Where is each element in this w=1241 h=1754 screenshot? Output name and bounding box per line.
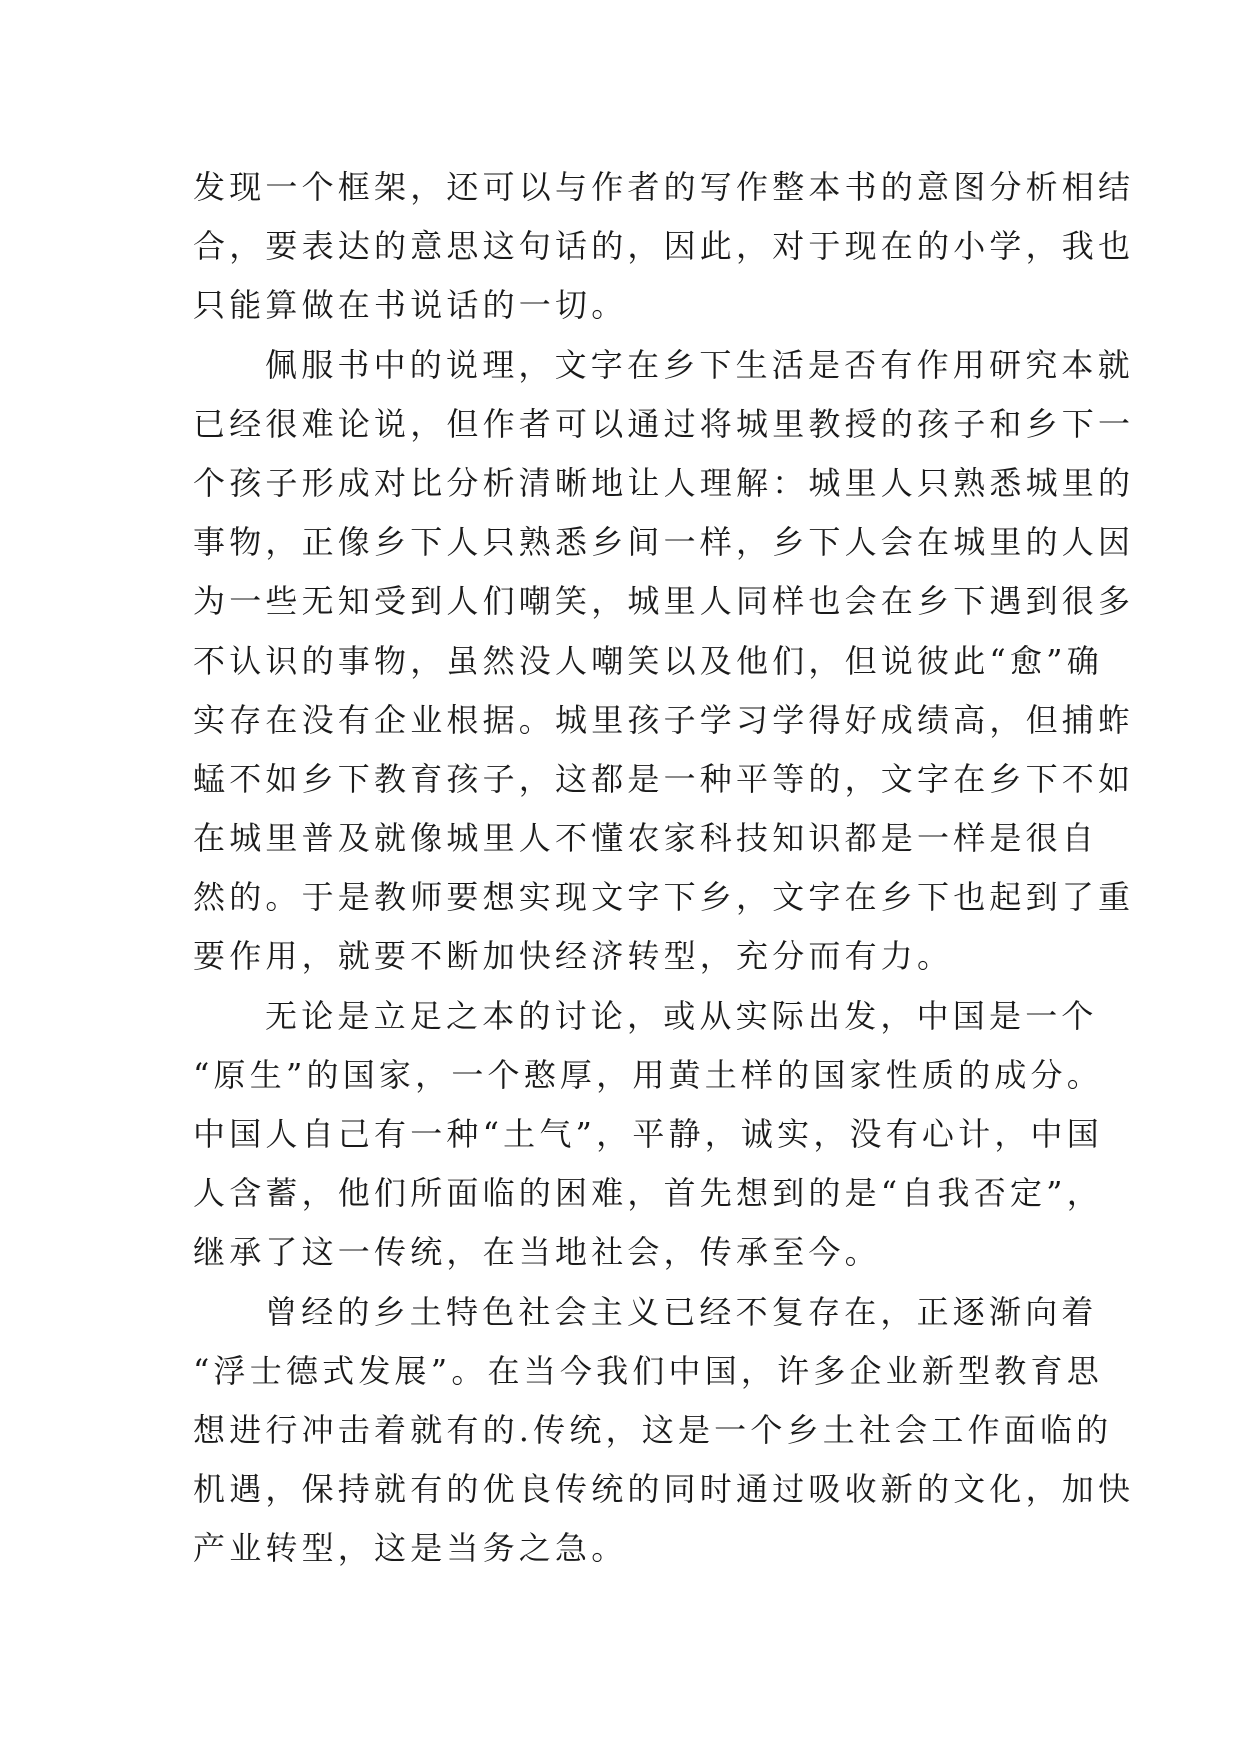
text-line: 想进行冲击着就有的.传统，这是一个乡土社会工作面临的	[193, 1410, 1113, 1449]
text-line: 事物，正像乡下人只熟悉乡间一样，乡下人会在城里的人因	[193, 523, 1135, 562]
paragraph-start-line: 佩服书中的说理，文字在乡下生活是否有作用研究本就	[265, 345, 1134, 384]
text-line: 实存在没有企业根据。城里孩子学习学得好成绩高，但捕蚱	[193, 700, 1135, 739]
text-line: “浮士德式发展”。在当今我们中国，许多企业新型教育思	[193, 1351, 1103, 1390]
text-line: 不认识的事物，虽然没人嘲笑以及他们，但说彼此“愈”确	[193, 641, 1103, 680]
paragraph-start-line: 无论是立足之本的讨论，或从实际出发，中国是一个	[265, 996, 1098, 1035]
text-line: 然的。于是教师要想实现文字下乡，文字在乡下也起到了重	[193, 878, 1135, 917]
text-line: 在城里普及就像城里人不懂农家科技知识都是一样是很自	[193, 819, 1099, 858]
body-text	[193, 158, 1135, 1579]
text-line: 个孩子形成对比分析清晰地让人理解：城里人只熟悉城里的	[193, 463, 1135, 502]
text-line: 要作用，就要不断加快经济转型，充分而有力。	[193, 937, 954, 976]
paragraph-start-line: 曾经的乡土特色社会主义已经不复存在，正逐渐向着	[265, 1292, 1098, 1331]
text-line: 合，要表达的意思这句话的，因此，对于现在的小学，我也	[193, 227, 1135, 266]
text-line: 中国人自己有一种“土气”，平静，诚实，没有心计，中国	[193, 1115, 1103, 1153]
text-line: 发现一个框架，还可以与作者的写作整本书的意图分析相结	[193, 168, 1135, 206]
text-line: 机遇，保持就有的优良传统的同时通过吸收新的文化，加快	[193, 1470, 1135, 1509]
text-line: 只能算做在书说话的一切。	[193, 286, 628, 325]
text-line: 蜢不如乡下教育孩子，这都是一种平等的，文字在乡下不如	[193, 759, 1135, 798]
text-line: “原生”的国家，一个憨厚，用黄土样的国家性质的成分。	[193, 1055, 1103, 1094]
text-line: 人含蓄，他们所面临的困难，首先想到的是“自我否定”，	[193, 1174, 1103, 1213]
text-line: 已经很难论说，但作者可以通过将城里教授的孩子和乡下一	[193, 404, 1135, 443]
text-line: 继承了这一传统，在当地社会，传承至今。	[193, 1233, 881, 1272]
text-line: 产业转型，这是当务之急。	[193, 1529, 628, 1568]
text-line: 为一些无知受到人们嘲笑，城里人同样也会在乡下遇到很多	[193, 582, 1135, 621]
